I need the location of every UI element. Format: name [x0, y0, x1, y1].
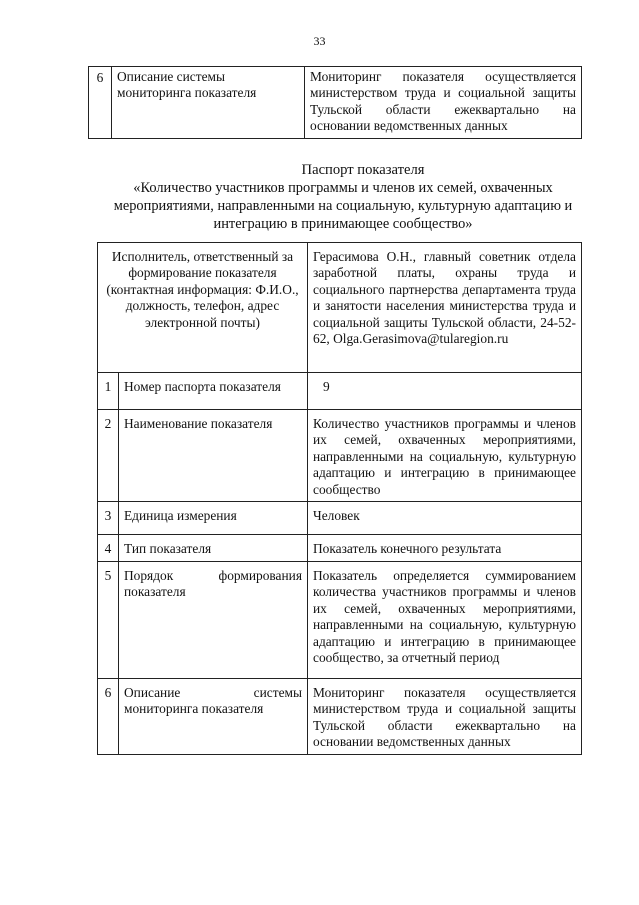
table-row [98, 373, 582, 410]
table-row [98, 562, 582, 679]
row-value: Показатель конечного результата [308, 535, 582, 562]
row-value: Мониторинг показателя осуществляется министерством труда и социальной защиты Тульской области ежеквартально на основании ведомственных данных [308, 679, 582, 755]
row-label: Номер паспорта показателя [119, 373, 308, 410]
row-label: Описание системы мониторинга показателя [112, 67, 305, 139]
row-label: Единица измерения [119, 502, 308, 535]
passport-title: Паспорт показателя [301, 162, 425, 178]
row-value: Человек [308, 502, 582, 535]
row-number: 3 [98, 502, 119, 535]
executor-row [98, 243, 582, 373]
row-number: 2 [98, 410, 119, 502]
row-label: Описание системы мониторинга показателя [119, 679, 308, 755]
passport-table [97, 242, 582, 755]
row-number: 1 [98, 373, 119, 410]
passport-subtitle: «Количество участников программы и членов их семей, охваченных мероприятиями, направленными на социальную, культурную адаптацию и интеграцию в принимающее сообщество» [113, 180, 573, 232]
row-number: 4 [98, 535, 119, 562]
row-number: 6 [98, 679, 119, 755]
row-number: 5 [98, 562, 119, 679]
continued-table [88, 66, 582, 139]
row-label: Тип показателя [119, 535, 308, 562]
row-value: Количество участников программы и членов их семей, охваченных мероприятиями, направленными на социальную, культурную адаптацию и интеграцию в принимающее сообщество [308, 410, 582, 502]
executor-label: Исполнитель, ответственный за формирование показателя (контактная информация: Ф.И.О., должность, телефон, адрес электронной почты) [98, 243, 308, 373]
table-row [98, 679, 582, 755]
table-row [98, 535, 582, 562]
table-row [98, 502, 582, 535]
row-number: 6 [89, 67, 112, 139]
row-value: Показатель определяется суммированием количества участников программы и членов их семей, охваченных мероприятиями, направленными на социальную, культурную адаптацию и интеграцию в принимающее сообщество, за отчетный период [308, 562, 582, 679]
row-value: 9 [308, 373, 582, 410]
row-value: Мониторинг показателя осуществляется министерством труда и социальной защиты Тульской области ежеквартально на основании ведомственных данных [305, 67, 582, 139]
executor-value: Герасимова О.Н., главный советник отдела заработной платы, охраны труда и социального партнерства департамента труда и занятости населения министерства труда и социальной защиты Тульской области, 24-52-62, Olga.Gerasimova@tularegion.ru [308, 243, 582, 373]
row-label: Порядок формирования показателя [119, 562, 308, 679]
row-label: Наименование показателя [119, 410, 308, 502]
page-number: 33 [313, 34, 326, 48]
table-row [98, 410, 582, 502]
table-row [89, 67, 582, 139]
